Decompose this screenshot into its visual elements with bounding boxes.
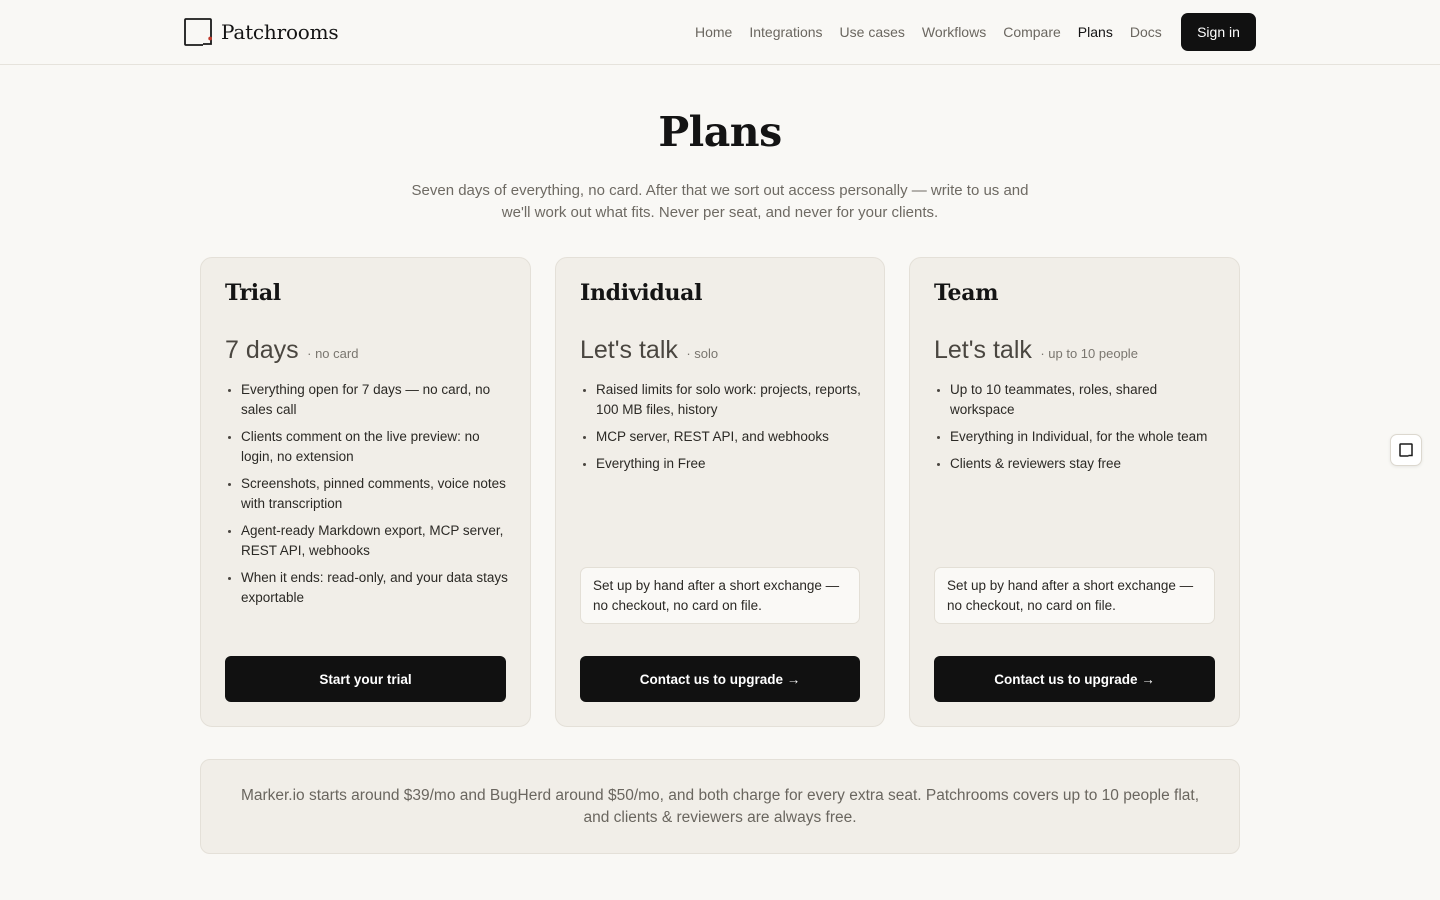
- nav-use-cases[interactable]: Use cases: [839, 24, 905, 40]
- nav-compare[interactable]: Compare: [1003, 24, 1061, 40]
- page-title: Plans: [658, 108, 782, 156]
- plan-card-team: [909, 257, 1240, 727]
- feature-item: • Screenshots, pinned comments, voice notes with transcription: [241, 474, 508, 514]
- nav-integrations[interactable]: Integrations: [749, 24, 823, 40]
- nav-home[interactable]: Home: [695, 24, 733, 40]
- plan-name: Trial: [225, 280, 281, 306]
- nav-docs[interactable]: Docs: [1129, 24, 1162, 40]
- contact-upgrade-button[interactable]: Contact us to upgrade →: [934, 656, 1215, 702]
- feature-item: • When it ends: read-only, and your data stays exportable: [241, 568, 508, 608]
- plan-name: Individual: [580, 280, 703, 306]
- plan-name: Team: [934, 280, 999, 306]
- plan-features: [596, 380, 862, 481]
- main-nav: [695, 22, 1162, 42]
- feedback-widget-icon: [1399, 443, 1413, 457]
- comparison-text: Marker.io starts around $39/mo and BugHerd around $50/mo, and both charge for every extra seat. Patchrooms covers up to 10 people flat, and clients & reviewers are always free.: [240, 786, 1200, 826]
- plan-price-note: · no card: [307, 346, 359, 361]
- setup-note: Set up by hand after a short exchange — no checkout, no card on file.: [580, 567, 860, 624]
- plan-card-trial: [200, 257, 531, 727]
- plan-price-line: [580, 336, 718, 365]
- plan-price-note: · up to 10 people: [1040, 346, 1138, 361]
- plan-price-note: · solo: [686, 346, 719, 361]
- setup-note: Set up by hand after a short exchange — no checkout, no card on file.: [934, 567, 1215, 624]
- plan-card-individual: [555, 257, 885, 727]
- site-header: [0, 0, 1440, 65]
- competitor-comparison: [200, 759, 1240, 854]
- feature-item: • Everything in Free: [596, 454, 862, 474]
- patchrooms-logo-icon: [184, 18, 212, 46]
- feature-item: • Agent-ready Markdown export, MCP server, REST API, webhooks: [241, 521, 508, 561]
- plan-price: Let's talk: [934, 336, 1032, 364]
- contact-upgrade-button[interactable]: Contact us to upgrade →: [580, 656, 860, 702]
- page-subtitle: Seven days of everything, no card. After that we sort out access personally — write to us and we'll work out what fits. Never per seat, and never for your clients.: [411, 182, 1029, 221]
- feedback-widget-button[interactable]: [1390, 434, 1422, 466]
- feature-item: • Everything in Individual, for the whole team: [950, 427, 1217, 447]
- plan-price-line: [934, 336, 1138, 365]
- sign-in-button[interactable]: Sign in: [1181, 13, 1256, 51]
- feature-item: • Everything open for 7 days — no card, no sales call: [241, 380, 508, 420]
- brand[interactable]: [184, 17, 338, 47]
- plan-price-line: [225, 336, 358, 365]
- nav-plans[interactable]: Plans: [1077, 24, 1113, 40]
- plan-features: [241, 380, 508, 615]
- feature-item: • Clients comment on the live preview: no login, no extension: [241, 427, 508, 467]
- plan-price: 7 days: [225, 336, 299, 364]
- plan-price: Let's talk: [580, 336, 678, 364]
- plan-features: [950, 380, 1217, 481]
- feature-item: • MCP server, REST API, and webhooks: [596, 427, 862, 447]
- feature-item: • Raised limits for solo work: projects, reports, 100 MB files, history: [596, 380, 862, 420]
- feature-item: • Up to 10 teammates, roles, shared workspace: [950, 380, 1217, 420]
- feature-item: • Clients & reviewers stay free: [950, 454, 1217, 474]
- brand-name: Patchrooms: [221, 20, 339, 44]
- nav-workflows[interactable]: Workflows: [921, 24, 987, 40]
- start-trial-button[interactable]: Start your trial: [225, 656, 506, 702]
